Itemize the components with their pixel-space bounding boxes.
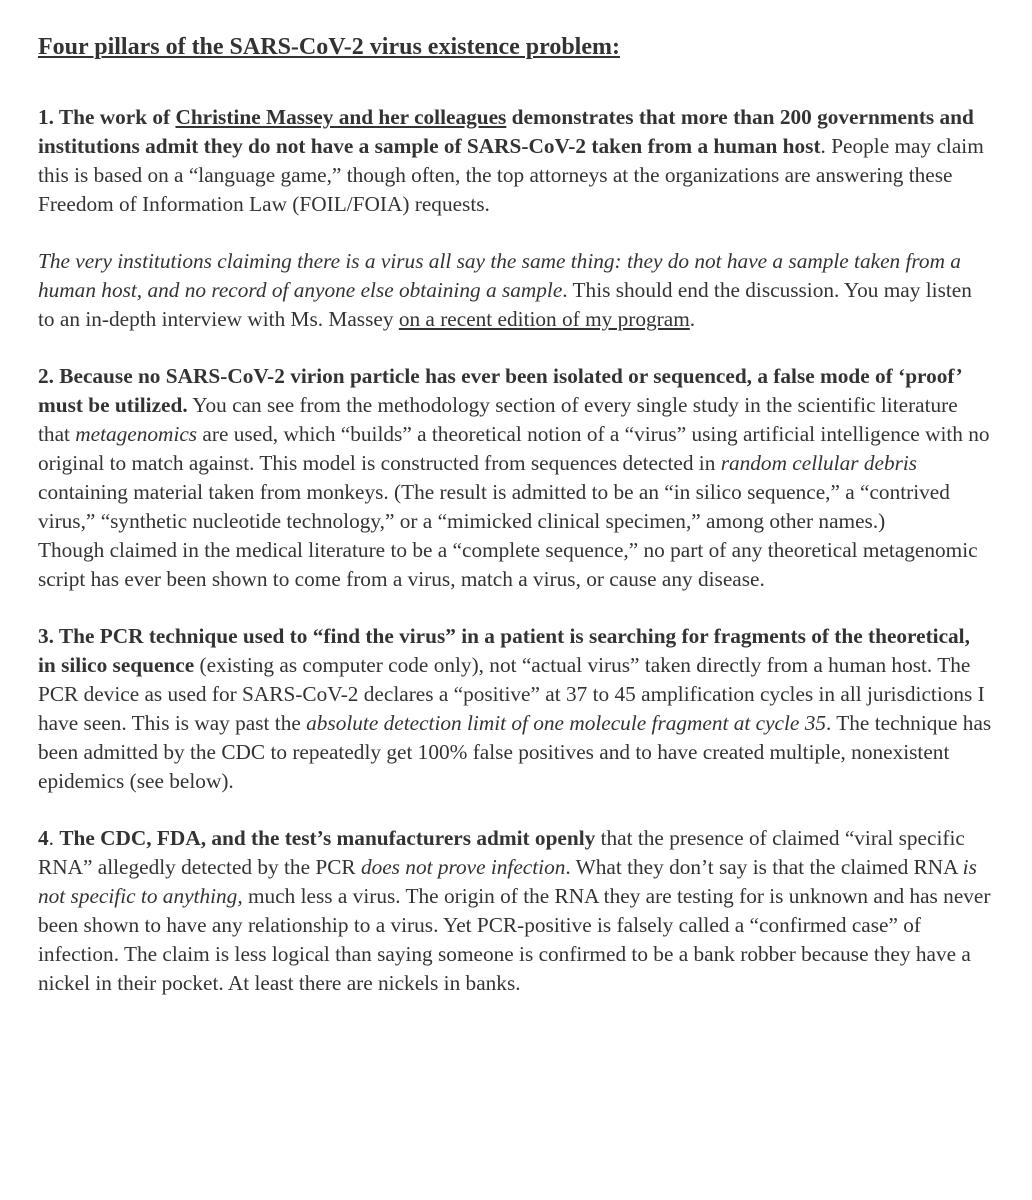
paragraph-1 [38, 103, 992, 219]
paragraph-3 [38, 362, 992, 594]
text-run: 4 [38, 826, 49, 850]
text-run: much less a virus. The origin of the RNA they are testing for is unknown and has never been shown to have any relationship to a virus. Yet PCR-positive is falsely called a “confirmed case” of infection. The claim is less logical than saying someone is confirmed to be a bank robber because they have a nickel in their pocket. At least there are nickels in banks. [38, 884, 991, 995]
text-run: 3. The PCR technique used to “find the virus” in a patient is searching for fragments of the theoretical, in silico sequence [38, 624, 970, 677]
text-run: demonstrates that more than 200 governments and institutions admit they do not have a sample of SARS-CoV-2 taken from a human host [38, 105, 974, 158]
text-run: The very institutions claiming there is a virus all say the same thing: they do not have a sample taken from a human host, and no record of anyone else obtaining a sample [38, 249, 961, 302]
text-run: . [689, 307, 696, 331]
text-run: (existing as computer code only), not “actual virus” taken directly from a human host. The PCR device as used for SARS-CoV-2 declares a “positive” at 37 to 45 amplification cycles in all jurisdictions I have seen. This is way past the [38, 653, 985, 735]
text-run: . People may claim this is based on a “language game,” though often, the top attorneys at the organizations are answering these Freedom of Information Law (FOIL/FOIA) requests. [38, 134, 984, 216]
link[interactable]: on a recent edition of my program [398, 307, 690, 331]
text-run: . What they don’t say is that the claimed RNA [565, 855, 963, 879]
document-title: Four pillars of the SARS-CoV-2 virus existence problem: [38, 34, 620, 60]
paragraph-4 [38, 622, 992, 796]
paragraph-5 [38, 824, 992, 998]
text-run: Though claimed in the medical literature to be a “complete sequence,” no part of any theoretical metagenomic script has ever been shown to come from a virus, match a virus, or cause any disease. [38, 538, 978, 591]
text-run: . [48, 826, 60, 850]
text-run: is not specific to anything, [38, 855, 977, 908]
text-run: that the presence of claimed “viral specific RNA” allegedly detected by the PCR [38, 826, 965, 879]
text-run: . This should end the discussion. You may listen to an in-depth interview with Ms. Massey [38, 278, 972, 331]
document-body [38, 103, 992, 998]
text-run: are used, which “builds” a theoretical notion of a “virus” using artificial intelligence with no original to match against. This model is constructed from sequences detected in [38, 422, 990, 475]
text-run: 1. The work of [38, 105, 176, 129]
link[interactable]: Christine Massey and her colleagues [175, 105, 507, 129]
text-run: The CDC, FDA, and the test’s manufacturers admit openly [59, 826, 596, 850]
text-run: absolute detection limit of one molecule fragment at cycle 35 [306, 711, 826, 735]
text-run: random cellular debris [720, 451, 918, 475]
text-run: You can see from the methodology section of every single study in the scientific literature that [38, 393, 958, 446]
text-run: containing material taken from monkeys. (The result is admitted to be an “in silico sequence,” a “contrived virus,” “synthetic nucleotide technology,” or a “mimicked clinical specimen,” among other names.) [38, 480, 950, 533]
paragraph-2 [38, 247, 992, 334]
text-run: does not prove infection [360, 855, 566, 879]
text-run: . The technique has been admitted by the CDC to repeatedly get 100% false positives and to have created multiple, nonexistent epidemics (see below). [38, 711, 992, 793]
text-run: 2. Because no SARS-CoV-2 virion particle has ever been isolated or sequenced, a false mode of ‘proof’ must be utilized. [38, 364, 962, 417]
text-run: metagenomics [75, 422, 198, 446]
